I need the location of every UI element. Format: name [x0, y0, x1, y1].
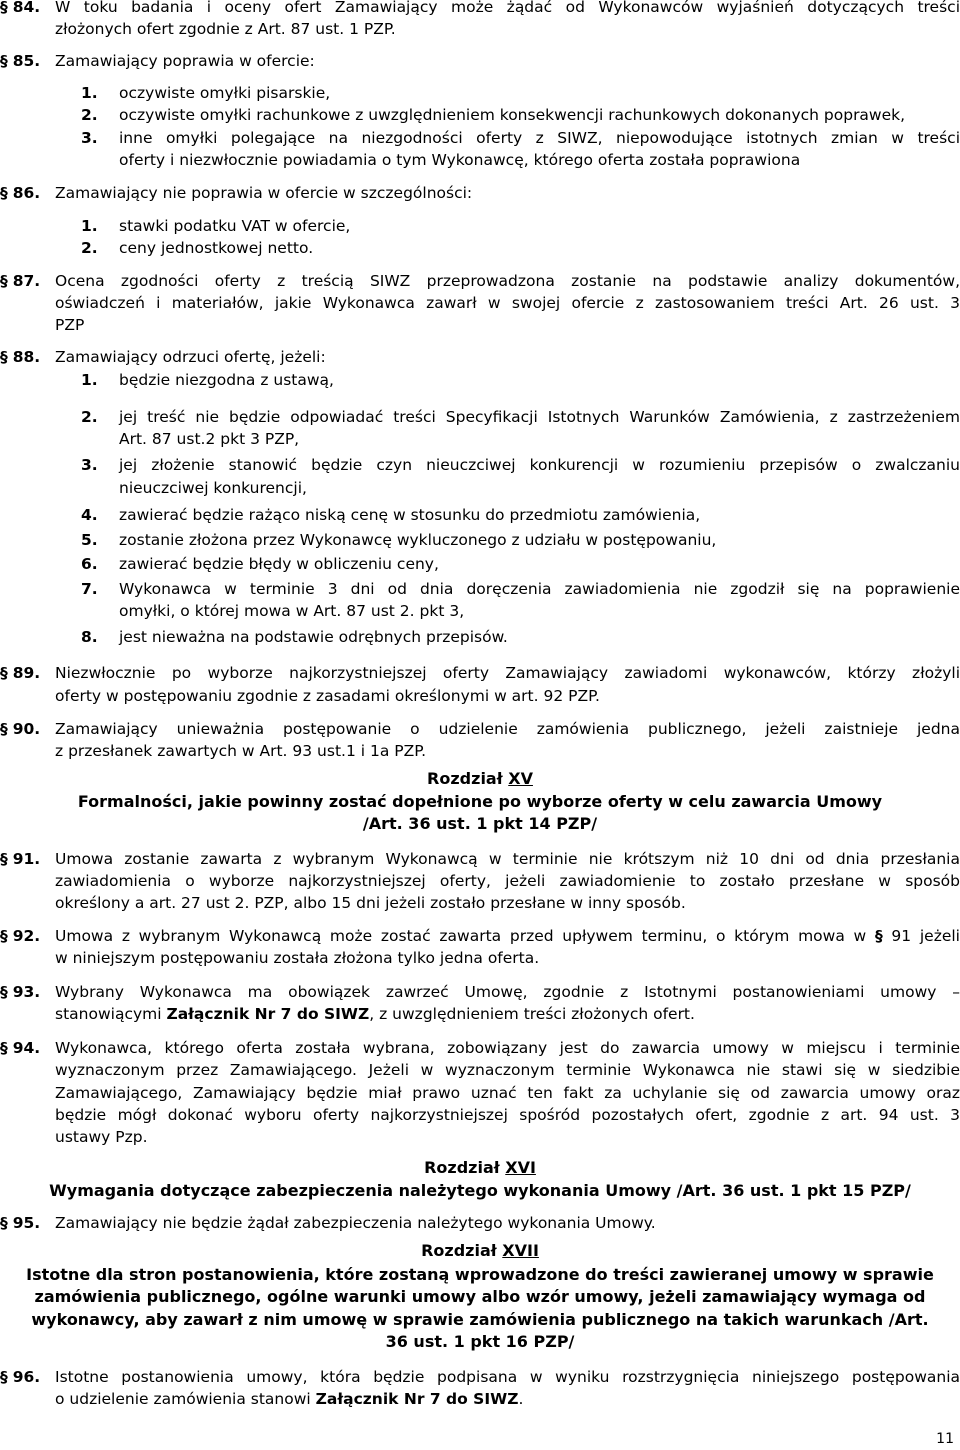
list-item: będzie niezgodna z ustawą, [119, 371, 334, 389]
paragraph-96-line-2: o udzielenie zamówienia stanowi Załącznik Nr 7 do SIWZ. [55, 1390, 524, 1408]
section-number: § 94. [0, 1039, 41, 1057]
chapter-title-line-1: Wymagania dotyczące zabezpieczenia należytego wykonania Umowy /Art. 36 ust. 1 pkt 15 PZP/ [49, 1181, 911, 1200]
paragraph-93-line-1: Wybrany Wykonawca ma obowiązek zawrzeć Umowę, zgodnie z Istotnymi postanowieniami umowy – [55, 983, 960, 1001]
list-item-number: 1. [81, 371, 98, 389]
section-number: § 96. [0, 1368, 41, 1386]
paragraph-88-line-1: Zamawiający odrzuci ofertę, jeżeli: [55, 348, 326, 366]
list-item: Wykonawca w terminie 3 dni od dnia doręczenia zawiadomienia nie zgodził się na poprawienie [119, 580, 960, 598]
attachment-reference: Załącznik Nr 7 do SIWZ [315, 1390, 519, 1408]
section-number: § 91. [0, 850, 41, 868]
list-item-number: 6. [81, 555, 98, 573]
list-item-number: 3. [81, 129, 98, 147]
paragraph-92-line-2: w niniejszym postępowaniu została złożona tylko jedna oferta. [55, 949, 540, 967]
paragraph-89-line-1: Niezwłocznie po wyborze najkorzystniejszej oferty Zamawiający zawiadomi wykonawców, którzy złożyli [55, 664, 960, 682]
paragraph-91-line-3: określony a art. 27 ust 2. PZP, albo 15 dni jeżeli zostało przesłane w inny sposób. [55, 894, 686, 912]
list-item-number: 2. [81, 408, 98, 426]
section-number: § 90. [0, 720, 41, 738]
chapter-title-line-1: Formalności, jakie powinny zostać dopełnione po wyborze oferty w celu zawarcia Umowy [77, 792, 883, 811]
section-number: § 88. [0, 348, 41, 366]
list-item: stawki podatku VAT w ofercie, [119, 217, 351, 235]
paragraph-85-line-1: Zamawiający poprawia w ofercie: [55, 52, 315, 70]
paragraph-90-line-2: z przesłanek zawartych w Art. 93 ust.1 i 1a PZP. [55, 742, 427, 760]
list-item: zawierać będzie błędy w obliczeniu ceny, [119, 555, 439, 573]
chapter-title-line-2: zamówienia publicznego, ogólne warunki umowy albo wzór umowy, jeżeli zamawiający wymaga od [34, 1287, 926, 1306]
paragraph-92-line-1: Umowa z wybranym Wykonawcą może zostać zawarta przed upływem terminu, o którym mowa w § 91 jeżeli [55, 927, 960, 945]
chapter-title-line-1: Istotne dla stron postanowienia, które zostaną wprowadzone do treści zawieranej umowy w sprawie [26, 1265, 934, 1284]
section-number: § 86. [0, 184, 41, 202]
section-number: § 95. [0, 1214, 41, 1232]
list-item-number: 3. [81, 456, 98, 474]
paragraph-87-line-3: PZP [55, 316, 85, 334]
paragraph-90-line-1: Zamawiający unieważnia postępowanie o udzielenie zamówienia publicznego, jeżeli zaistnieje jedna [55, 720, 960, 738]
list-item: oczywiste omyłki pisarskie, [119, 84, 331, 102]
paragraph-96-line-1: Istotne postanowienia umowy, która będzie podpisana w wyniku rozstrzygnięcia niniejszego postępowania [55, 1368, 960, 1386]
section-number: § 92. [0, 927, 41, 945]
list-item: ceny jednostkowej netto. [119, 239, 314, 257]
chapter-label: Rozdział XVII [421, 1241, 539, 1260]
list-item: zostanie złożona przez Wykonawcę wykluczonego z udziału w postępowaniu, [119, 531, 717, 549]
list-item: inne omyłki polegające na niezgodności oferty z SIWZ, niepowodujące istotnych zmian w treści [119, 129, 960, 147]
paragraph-84-line-1: W toku badania i oceny ofert Zamawiający może żądać od Wykonawców wyjaśnień dotyczących treści [55, 0, 960, 16]
page-number: 11 [936, 1431, 954, 1447]
section-number: § 89. [0, 664, 41, 682]
list-item-number: 8. [81, 628, 98, 646]
list-item-number: 2. [81, 239, 98, 257]
section-number: § 93. [0, 983, 41, 1001]
list-item-number: 5. [81, 531, 98, 549]
paragraph-94-line-1: Wykonawca, którego oferta została wybrana, zobowiązany jest do zawarcia umowy w miejscu i terminie [55, 1039, 960, 1057]
list-item-continued: oferty i niezwłocznie powiadamia o tym Wykonawcę, którego oferta została poprawiona [119, 151, 801, 169]
paragraph-94-line-3: Zamawiającego, Zamawiający będzie miał prawo uznać ten fakt za uchylanie się od zawarcia umowy oraz [55, 1084, 960, 1102]
paragraph-94-line-2: wyznaczonym przez Zamawiającego. Jeżeli w wyznaczonym terminie Wykonawca nie stawi się w siedzibie [55, 1061, 960, 1079]
attachment-reference: Załącznik Nr 7 do SIWZ [166, 1005, 370, 1023]
paragraph-94-line-4: będzie mógł dokonać wyboru oferty najkorzystniejszej spośród pozostałych ofert, zgodnie z art. 94 ust. 3 [55, 1106, 960, 1124]
list-item-number: 4. [81, 506, 98, 524]
paragraph-89-line-2: oferty w postępowaniu zgodnie z zasadami określonymi w art. 92 PZP. [55, 687, 600, 705]
list-item: jej złożenie stanowić będzie czyn nieuczciwej konkurencji w rozumieniu przepisów o zwalczaniu [119, 456, 960, 474]
paragraph-84-line-2: złożonych ofert zgodnie z Art. 87 ust. 1 PZP. [55, 20, 396, 38]
chapter-title-line-3: wykonawcy, aby zawarł z nim umowę w sprawie zamówienia publicznego na takich warunkach /Art. [31, 1310, 929, 1329]
section-number: § 85. [0, 52, 41, 70]
chapter-label: Rozdział XVI [424, 1158, 536, 1177]
list-item-number: 1. [81, 217, 98, 235]
paragraph-87-line-2: oświadczeń i materiałów, jakie Wykonawca zawarł w swojej ofercie z zastosowaniem treści Art. 26 ust. 3 [55, 294, 960, 312]
list-item: jest nieważna na podstawie odrębnych przepisów. [119, 628, 508, 646]
list-item-continued: Art. 87 ust.2 pkt 3 PZP, [119, 430, 300, 448]
section-number: § 87. [0, 272, 41, 290]
chapter-title-line-4: 36 ust. 1 pkt 16 PZP/ [385, 1332, 575, 1351]
chapter-label: Rozdział XV [427, 769, 533, 788]
list-item-continued: nieuczciwej konkurencji, [119, 479, 307, 497]
paragraph-91-line-2: zawiadomienia o wyborze najkorzystniejszej oferty, jeżeli zawiadomienie to zostało przesłane w sposób [55, 872, 960, 890]
list-item-number: 2. [81, 106, 98, 124]
chapter-title-line-2: /Art. 36 ust. 1 pkt 14 PZP/ [362, 814, 598, 833]
list-item-number: 1. [81, 84, 98, 102]
list-item: jej treść nie będzie odpowiadać treści Specyfikacji Istotnych Warunków Zamówienia, z zastrzeżeniem [119, 408, 960, 426]
list-item-number: 7. [81, 580, 98, 598]
paragraph-93-line-2: stanowiącymi Załącznik Nr 7 do SIWZ, z uwzględnieniem treści złożonych ofert. [55, 1005, 695, 1023]
list-item: zawierać będzie rażąco niską cenę w stosunku do przedmiotu zamówienia, [119, 506, 701, 524]
section-symbol: § 84. [0, 0, 41, 16]
list-item: oczywiste omyłki rachunkowe z uwzględnieniem konsekwencji rachunkowych dokonanych poprawek, [119, 106, 906, 124]
paragraph-94-line-5: ustawy Pzp. [55, 1128, 148, 1146]
paragraph-91-line-1: Umowa zostanie zawarta z wybranym Wykonawcą w terminie nie krótszym niż 10 dni od dnia przesłania [55, 850, 960, 868]
list-item-continued: omyłki, o której mowa w Art. 87 ust 2. pkt 3, [119, 602, 465, 620]
paragraph-86-line-1: Zamawiający nie poprawia w ofercie w szczególności: [55, 184, 473, 202]
paragraph-87-line-1: Ocena zgodności oferty z treścią SIWZ przeprowadzona zostanie na podstawie analizy dokumentów, [55, 272, 960, 290]
paragraph-95-line-1: Zamawiający nie będzie żądał zabezpieczenia należytego wykonania Umowy. [55, 1214, 656, 1232]
